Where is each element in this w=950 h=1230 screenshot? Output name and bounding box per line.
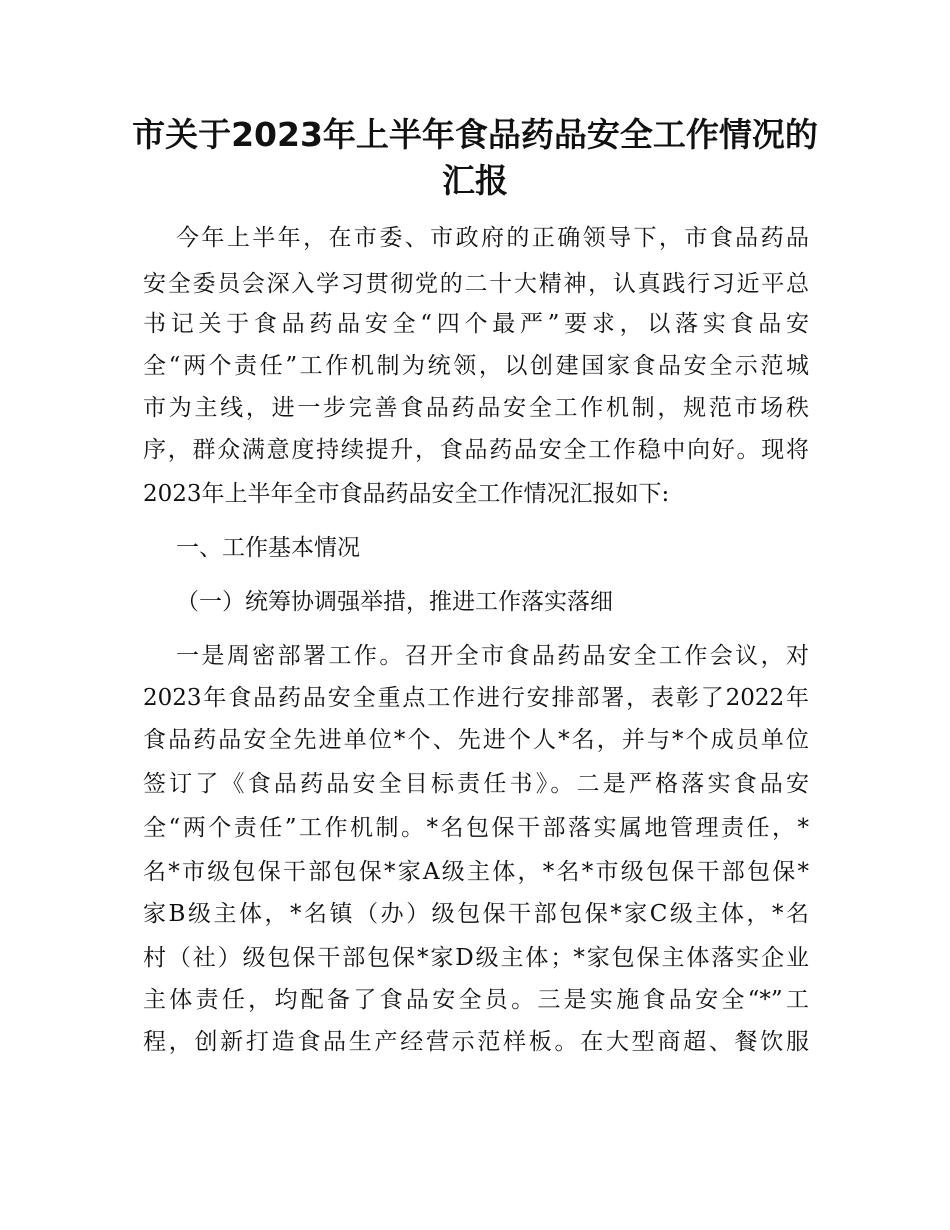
- paragraph-1-line-4: 全“两个责任”工作机制为统领，以创建国家食品安全示范城: [143, 353, 809, 379]
- document-title-line-1: 市关于2023年上半年食品药品安全工作情况的: [132, 115, 818, 154]
- paragraph-2-line-9: 主体责任，均配备了食品安全员。三是实施食品安全“*”工: [143, 987, 809, 1013]
- paragraph-1-line-7: 2023年上半年全市食品药品安全工作情况汇报如下:: [143, 481, 670, 507]
- paragraph-1-line-6: 序，群众满意度持续提升，食品药品安全工作稳中向好。现将: [143, 437, 809, 463]
- paragraph-1-line-1: 今年上半年，在市委、市政府的正确领导下，市食品药品: [176, 225, 809, 251]
- document-title-line-2: 汇报: [442, 161, 508, 200]
- paragraph-1-line-2: 安全委员会深入学习贯彻党的二十大精神，认真践行习近平总: [143, 271, 809, 297]
- paragraph-2-line-5: 全“两个责任”工作机制。*名包保干部落实属地管理责任，*: [143, 815, 809, 841]
- paragraph-1-line-3: 书记关于食品药品安全“四个最严”要求，以落实食品安: [143, 311, 809, 337]
- paragraph-2-line-6: 名*市级包保干部包保*家A级主体，*名*市级包保干部包保*: [143, 859, 809, 885]
- paragraph-2-line-1: 一是周密部署工作。召开全市食品药品安全工作会议，对: [176, 643, 809, 669]
- section-heading-2: （一）统筹协调强举措，推进工作落实落细: [176, 589, 613, 615]
- section-heading-1: 一、工作基本情况: [176, 535, 360, 561]
- paragraph-2-line-2: 2023年食品药品安全重点工作进行安排部署，表彰了2022年: [143, 685, 809, 711]
- paragraph-2-line-10: 程，创新打造食品生产经营示范样板。在大型商超、餐饮服: [143, 1029, 809, 1055]
- paragraph-2-line-4: 签订了《食品药品安全目标责任书》。二是严格落实食品安: [143, 771, 809, 797]
- paragraph-2-line-3: 食品药品安全先进单位*个、先进个人*名，并与*个成员单位: [143, 727, 809, 753]
- paragraph-2-line-8: 村（社）级包保干部包保*家D级主体；*家包保主体落实企业: [143, 945, 809, 971]
- paragraph-2-line-7: 家B级主体，*名镇（办）级包保干部包保*家C级主体，*名: [143, 901, 809, 927]
- paragraph-1-line-5: 市为主线，进一步完善食品药品安全工作机制，规范市场秩: [143, 395, 809, 421]
